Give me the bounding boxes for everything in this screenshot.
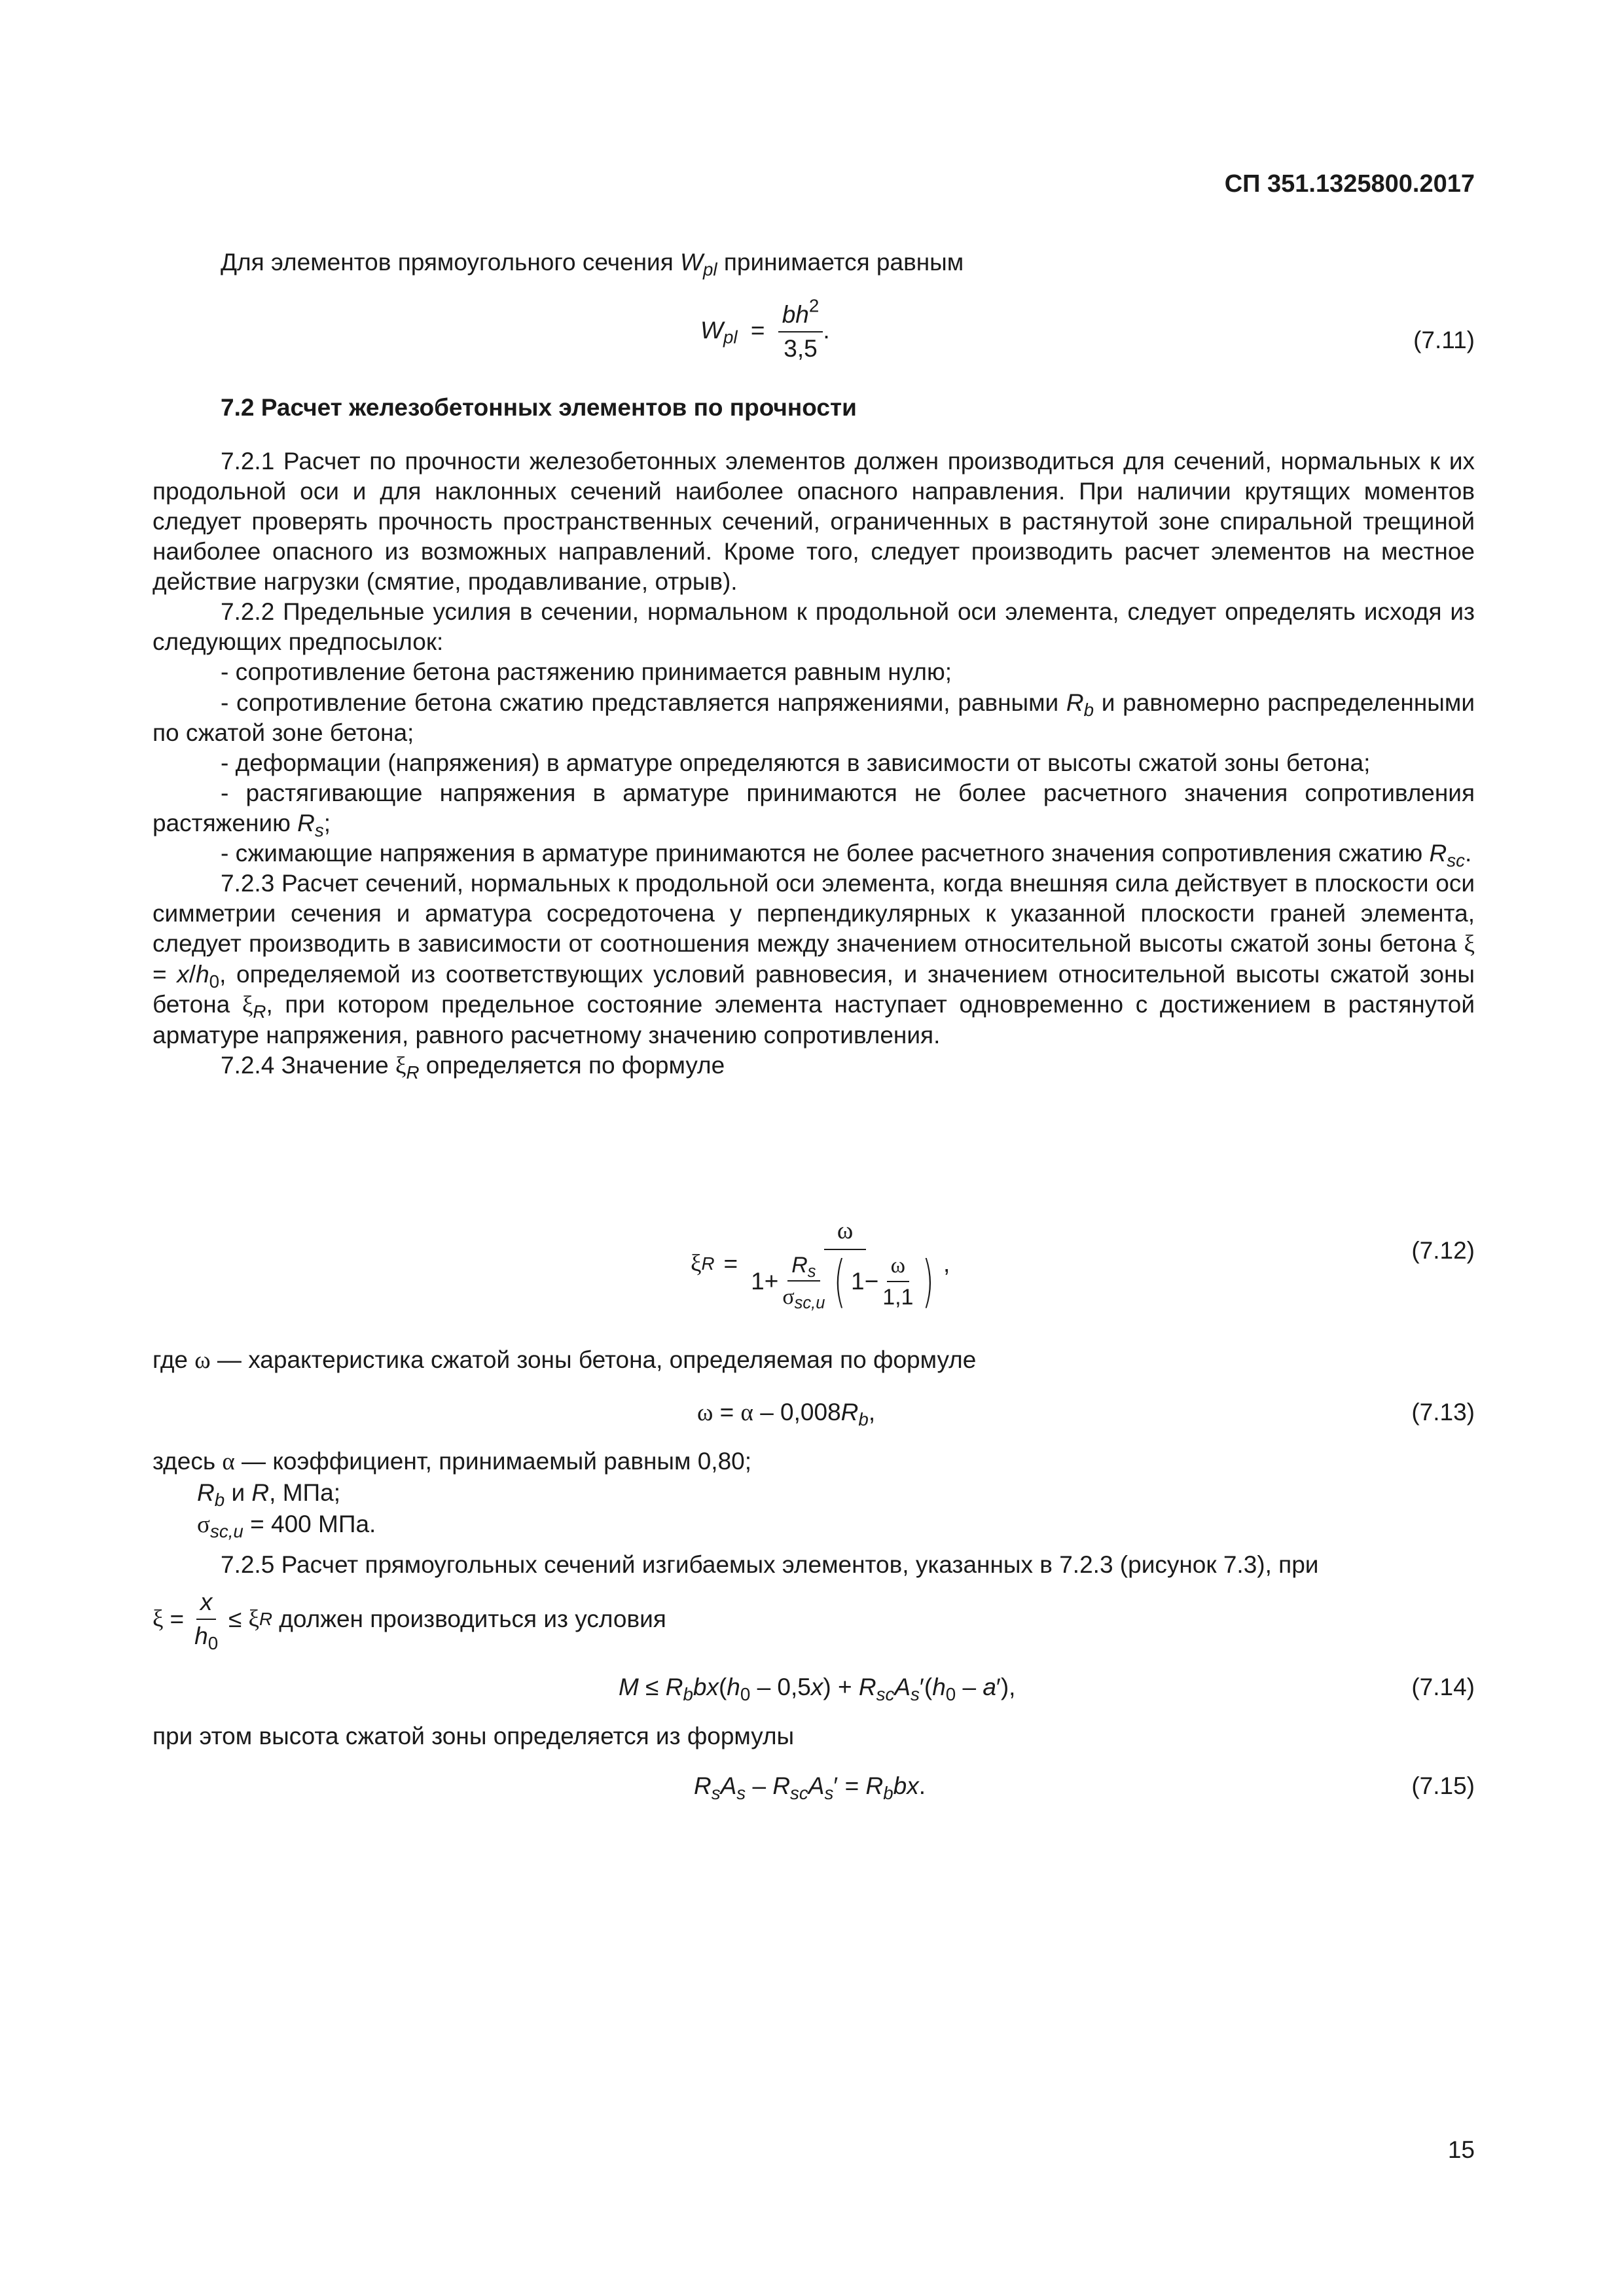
paragraph-7-2-1: 7.2.1 Расчет по прочности железобетонных элементов должен производиться для сечений, нормальных к их продольной оси и для наклонных сечений наиболее опасного направления. При наличии крутящих моментов следует проверять прочность пространственных сечений, ограниченных в растянутой зоне спиральной трещиной наиболее опасного из возможных направлений. Кроме того, следует производить расчет элементов на местное действие нагрузки (смятие, продавливание, отрыв). [153, 448, 1475, 596]
section-heading: 7.2 Расчет железобетонных элементов по прочности [221, 394, 857, 421]
equation-7-14: $M \le R_bbx(h_0 - 0,5x) + R_{sc}A_s'(h_0 - a')$, [619, 1674, 1016, 1704]
where-line: где ω — характеристика сжатой зоны бетона, определяемая по формуле [153, 1346, 977, 1374]
units-line-1: $R_b$ и R, МПа; [197, 1479, 340, 1510]
equation-number: (7.11) [1413, 327, 1475, 353]
list-item: - сопротивление бетона сжатию представляется напряжениями, равными $R_b$ и равномерно распределенными по сжатой зоне бетона; [153, 689, 1475, 746]
equation-number: (7.14) [1411, 1674, 1475, 1700]
list-item: - сжимающие напряжения в арматуре принимаются не более расчетного значения сопротивления сжатию $R_{sc}$. [221, 839, 1472, 870]
equation-number: (7.12) [1411, 1237, 1475, 1264]
paragraph-7-2-5: 7.2.5 Расчет прямоугольных сечений изгибаемых элементов, указанных в 7.2.3 (рисунок 7.3), при [221, 1551, 1319, 1578]
list-item: - растягивающие напряжения в арматуре принимаются не более расчетного значения сопротивления растяжению $R_s$; [153, 779, 1475, 840]
list-item: - сопротивление бетона растяжению принимается равным нулю; [221, 658, 952, 686]
intro-line: Для элементов прямоугольного сечения $W_{pl}$ принимается равным [221, 249, 964, 279]
fraction: ω 1+ $\frac{R_s}{\sigma_{sc,u}}$ ( 1− $\frac{\omega}{1,1}$ ) [751, 1217, 935, 1314]
here-line: здесь α — коэффициент, принимаемый равным 0,80; [153, 1448, 752, 1475]
body-text [153, 446, 1475, 1081]
equation-7-11: $W_{pl}$ = $\frac{bh^2}{3,5}$ . [700, 300, 830, 364]
page-number: 15 [1447, 2136, 1475, 2163]
equation-7-12: ξ R = ω 1+ $\frac{R_s}{\sigma_{sc,u}}$ ( 1− $\frac{\omega}{1,1}$ ) , [691, 1217, 950, 1314]
list-item: - деформации (напряжения) в арматуре определяются в зависимости от высоты сжатой зоны бетона; [221, 749, 1371, 776]
condition-line: ξ = $\frac{x}{h_0}$ ≤ ξ R должен производиться из условия [153, 1588, 666, 1653]
equation-7-13: $\omega = \alpha - 0,008R_b$, [697, 1399, 876, 1429]
fraction: $\frac{bh^2}{3,5}$ [778, 300, 823, 364]
after-7-14-line: при этом высота сжатой зоны определяется из формулы [153, 1723, 795, 1749]
paragraph-7-2-3: 7.2.3 Расчет сечений, нормальных к продольной оси элемента, когда внешняя сила действует в плоскости оси симметрии сечения и арматура сосредоточена у перпендикулярных к указанной плоскости граней элемента, следует производить в зависимости от соотношения между значением относительной высоты сжатой зоны бетона $\xi = x/h_0$, определяемой из соответствующих условий равновесия, и значением относительной высоты сжатой зоны бетона $\xi_R$, при котором предельное состояние элемента наступает одновременно с достижением в растянутой арматуре напряжения, равного расчетному значению сопротивления. [153, 869, 1475, 1049]
equation-7-15: $R_sA_s - R_{sc}A_s' = R_bbx$. [694, 1772, 926, 1803]
paragraph-7-2-4: 7.2.4 Значение $\xi_R$ определяется по формуле [221, 1052, 725, 1083]
equation-number: (7.13) [1411, 1399, 1475, 1426]
document-code: СП 351.1325800.2017 [1224, 170, 1475, 198]
paragraph-7-2-2: 7.2.2 Предельные усилия в сечении, нормальном к продольной оси элемента, следует определять исходя из следующих предпосылок: [153, 598, 1475, 656]
units-line-2: $\sigma_{sc,u} = 400$ МПа. [197, 1511, 376, 1541]
equation-number: (7.15) [1411, 1772, 1475, 1799]
